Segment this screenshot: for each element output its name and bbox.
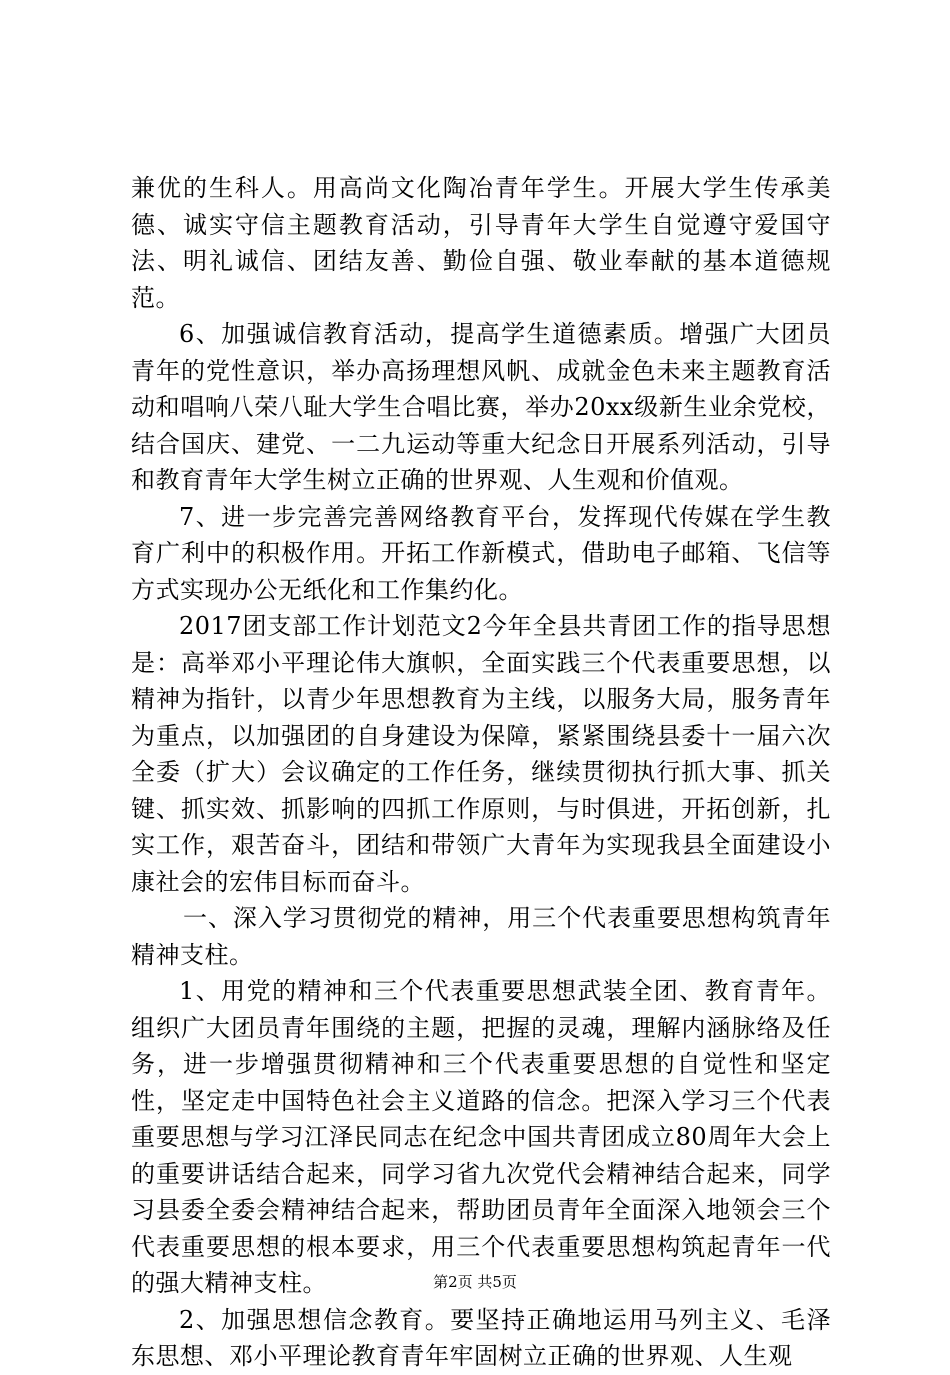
paragraph-continuation: 兼优的生科人。用高尚文化陶冶青年学生。开展大学生传承美德、诚实守信主题教育活动，引导青年大学生自觉遵守爱国守法、明礼诚信、团结友善、勤俭自强、敬业奉献的基本道德规范。 [131, 174, 831, 312]
paragraph-item-7: 7、进一步完善完善网络教育平台，发挥现代传媒在学生教育广利中的积极作用。开拓工作新模式，借助电子邮箱、飞信等方式实现办公无纸化和工作集约化。 [131, 502, 831, 604]
page-number-footer: 第2页 共5页 [433, 1273, 517, 1291]
section-heading-one: 一、深入学习贯彻党的精神，用三个代表重要思想构筑青年精神支柱。 [131, 904, 831, 969]
paragraph-item-6: 6、加强诚信教育活动，提高学生道德素质。增强广大团员青年的党性意识，举办高扬理想风帆、成就金色未来主题教育活动和唱响八荣八耻大学生合唱比赛，举办20xx级新生业余党校，结合国庆、建党、一二九运动等重大纪念日开展系列活动，引导和教育青年大学生树立正确的世界观、人生观和价值观。 [131, 320, 831, 494]
paragraph-guiding-ideology: 2017团支部工作计划范文2今年全县共青团工作的指导思想是：高举邓小平理论伟大旗帜，全面实践三个代表重要思想，以精神为指针，以青少年思想教育为主线，以服务大局，服务青年为重点，以加强团的自身建设为保障，紧紧围绕县委十一届六次全委（扩大）会议确定的工作任务，继续贯彻执行抓大事、抓关键、抓实效、抓影响的四抓工作原则，与时俱进，开拓创新，扎实工作，艰苦奋斗，团结和带领广大青年为实现我县全面建设小康社会的宏伟目标而奋斗。 [131, 612, 831, 896]
document-body [131, 170, 831, 1375]
paragraph-item-2: 2、加强思想信念教育。要坚持正确地运用马列主义、毛泽东思想、邓小平理论教育青年牢固树立正确的世界观、人生观 [131, 1305, 831, 1370]
paragraph-item-1: 1、用党的精神和三个代表重要思想武装全团、教育青年。组织广大团员青年围绕的主题，把握的灵魂，理解内涵脉络及任务，进一步增强贯彻精神和三个代表重要思想的自觉性和坚定性，坚定走中国特色社会主义道路的信念。把深入学习三个代表重要思想与学习江泽民同志在纪念中国共青团成立80周年大会上的重要讲话结合起来，同学习省九次党代会精神结合起来，同学习县委全委会精神结合起来，帮助团员青年全面深入地领会三个代表重要思想的根本要求，用三个代表重要思想构筑起青年一代的强大精神支柱。 [131, 977, 831, 1297]
